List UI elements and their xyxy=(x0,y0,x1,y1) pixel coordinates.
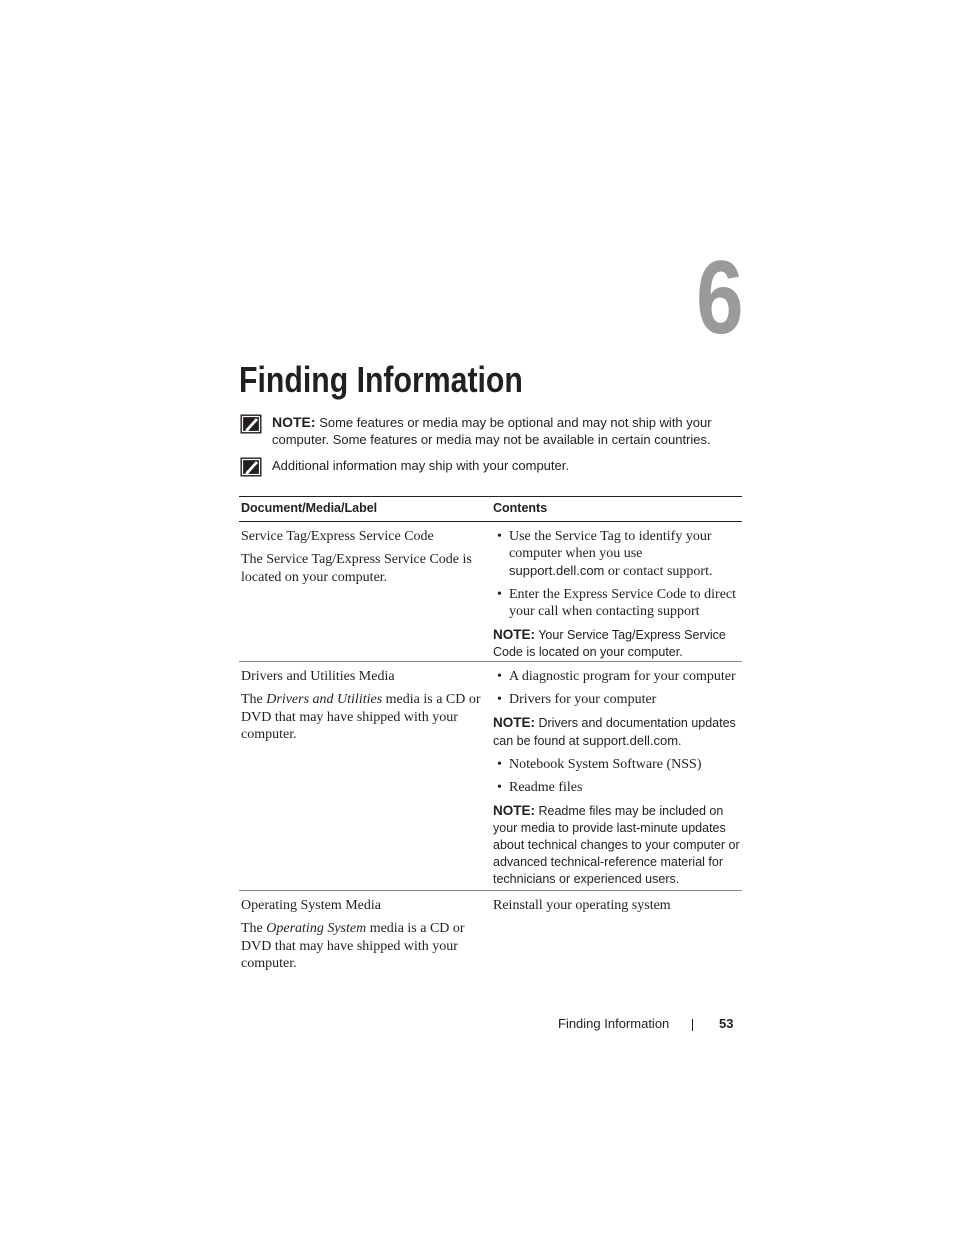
list-item: • A diagnostic program for your computer xyxy=(497,669,736,684)
item-description: The Service Tag/Express Service Code is located on your computer. xyxy=(241,552,472,585)
note-text xyxy=(272,414,742,448)
table-header xyxy=(239,496,742,522)
list-item: • Enter the Express Service Code to direct your call when contacting support xyxy=(497,587,737,619)
note-label: NOTE: xyxy=(272,414,316,430)
support-link[interactable]: support.dell.com xyxy=(509,563,605,578)
footer-section-title: Finding Information xyxy=(558,1016,670,1031)
header-document: Document/Media/Label xyxy=(241,501,378,515)
table-row xyxy=(239,662,742,891)
note-optional-features xyxy=(240,414,745,450)
table-row xyxy=(239,522,742,662)
note-pencil-icon xyxy=(240,414,262,434)
item-title: Operating System Media xyxy=(241,898,381,913)
note-text: Additional information may ship with your computer. xyxy=(272,458,569,473)
list-item: • Readme files xyxy=(497,780,583,795)
item-description: The Operating System media is a CD or DVD that may have shipped with your computer. xyxy=(241,921,465,971)
bullet-list xyxy=(493,756,741,796)
list-item: • Notebook System Software (NSS) xyxy=(497,757,702,772)
item-contents: Reinstall your operating system xyxy=(493,898,671,913)
cell-note: NOTE: Readme files may be included on your media to provide last-minute updates about technical changes to your computer or advanced technical-reference material for technicians or experienced users. xyxy=(493,803,740,886)
header-contents: Contents xyxy=(493,501,548,515)
bullet-list xyxy=(493,528,741,620)
list-item: • Drivers for your computer xyxy=(497,692,657,707)
cell-note: NOTE: Your Service Tag/Express Service Code is located on your computer. xyxy=(493,627,726,659)
chapter-title: Finding Information xyxy=(239,359,523,400)
item-description: The Drivers and Utilities media is a CD or DVD that may have shipped with your computer. xyxy=(241,692,481,742)
page-number: 53 xyxy=(719,1016,734,1031)
support-link[interactable]: support.dell.com xyxy=(582,733,679,748)
note-body: Some features or media may be optional and may not ship with your computer. Some features or media may not be available in certain countries. xyxy=(272,415,712,447)
table-row xyxy=(239,891,742,981)
bullet-list xyxy=(493,668,741,708)
cell-note: NOTE: Drivers and documentation updates can be found at support.dell.com. xyxy=(493,715,736,748)
item-title: Drivers and Utilities Media xyxy=(241,669,395,684)
info-table xyxy=(239,496,742,981)
note-pencil-icon xyxy=(240,457,262,477)
note-additional-info xyxy=(240,457,745,477)
item-title: Service Tag/Express Service Code xyxy=(241,529,434,544)
chapter-number: 6 xyxy=(696,240,744,356)
footer-divider xyxy=(692,1019,693,1031)
list-item: • Use the Service Tag to identify your computer when you use support.dell.com or contact support. xyxy=(497,529,713,579)
